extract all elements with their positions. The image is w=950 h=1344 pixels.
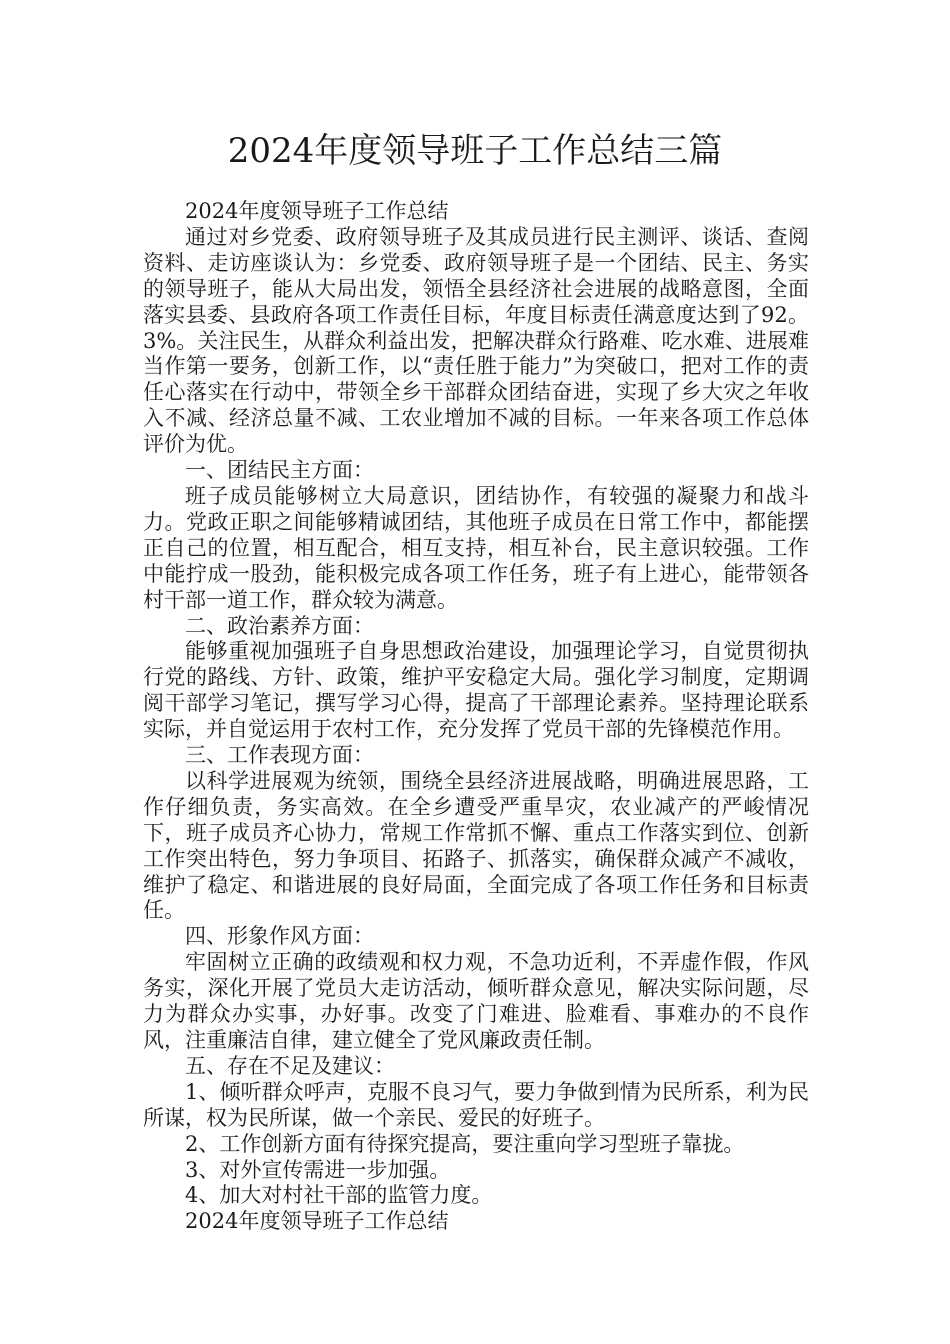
body-paragraph: 能够重视加强班子自身思想政治建设，加强理论学习，自觉贯彻执行党的路线、方针、政策，维护平安稳定大局。强化学习制度，定期调阅干部学习笔记，撰写学习心得，提高了干部理论素养。坚持理论联系实际，并自觉运用于农村工作，充分发挥了党员干部的先锋模范作用。 [143, 639, 809, 742]
section-heading: 四、形象作风方面： [185, 924, 374, 949]
section-heading: 一、团结民主方面： [185, 458, 374, 483]
list-item: 3、对外宣传需进一步加强。 [185, 1157, 451, 1182]
section-subtitle: 2024年度领导班子工作总结 [185, 1209, 449, 1234]
document-body [143, 199, 809, 1235]
document-title: 2024年度领导班子工作总结三篇 [227, 131, 723, 171]
section-heading: 五、存在不足及建议： [185, 1053, 395, 1078]
list-item: 1、倾听群众呼声，克服不良习气，要力争做到情为民所系，利为民所谋，权为民所谋，做一个亲民、爱民的好班子。 [143, 1079, 809, 1130]
body-paragraph: 通过对乡党委、政府领导班子及其成员进行民主测评、谈话、查阅资料、走访座谈认为：乡党委、政府领导班子是一个团结、民主、务实的领导班子，能从大局出发，领悟全县经济社会进展的战略意图，全面落实县委、县政府各项工作责任目标，年度目标责任满意度达到了92。3%。关注民生，从群众利益出发，把解决群众行路难、吃水难、进展难当作第一要务，创新工作，以“责任胜于能力”为突破口，把对工作的责任心落实在行动中，带领全乡干部群众团结奋进，实现了乡大灾之年收入不减、经济总量不减、工农业增加不减的目标。一年来各项工作总体评价为优。 [143, 224, 809, 457]
list-item: 2、工作创新方面有待探究提高，要注重向学习型班子靠拢。 [185, 1131, 745, 1156]
section-subtitle: 2024年度领导班子工作总结 [185, 199, 449, 223]
section-heading: 三、工作表现方面： [185, 743, 374, 768]
body-paragraph: 牢固树立正确的政绩观和权力观，不急功近利，不弄虚作假，作风务实，深化开展了党员大走访活动，倾听群众意见，解决实际问题，尽力为群众办实事，办好事。改变了门难进、脸难看、事难办的不良作风，注重廉洁自律，建立健全了党风廉政责任制。 [143, 950, 809, 1052]
body-paragraph: 班子成员能够树立大局意识，团结协作，有较强的凝聚力和战斗力。党政正职之间能够精诚团结，其他班子成员在日常工作中，都能摆正自己的位置，相互配合，相互支持，相互补台，民主意识较强。工作中能拧成一股劲，能积极完成各项工作任务，班子有上进心，能带领各村干部一道工作，群众较为满意。 [143, 483, 809, 612]
body-paragraph: 以科学进展观为统领，围绕全县经济进展战略，明确进展思路，工作仔细负责，务实高效。在全乡遭受严重旱灾，农业减产的严峻情况下，班子成员齐心协力，常规工作常抓不懈、重点工作落实到位、创新工作突出特色，努力争项目、拓路子、抓落实，确保群众减产不减收，维护了稳定、和谐进展的良好局面，全面完成了各项工作任务和目标责任。 [143, 768, 809, 923]
section-heading: 二、政治素养方面： [185, 613, 374, 638]
list-item: 4、加大对村社干部的监管力度。 [185, 1183, 493, 1208]
